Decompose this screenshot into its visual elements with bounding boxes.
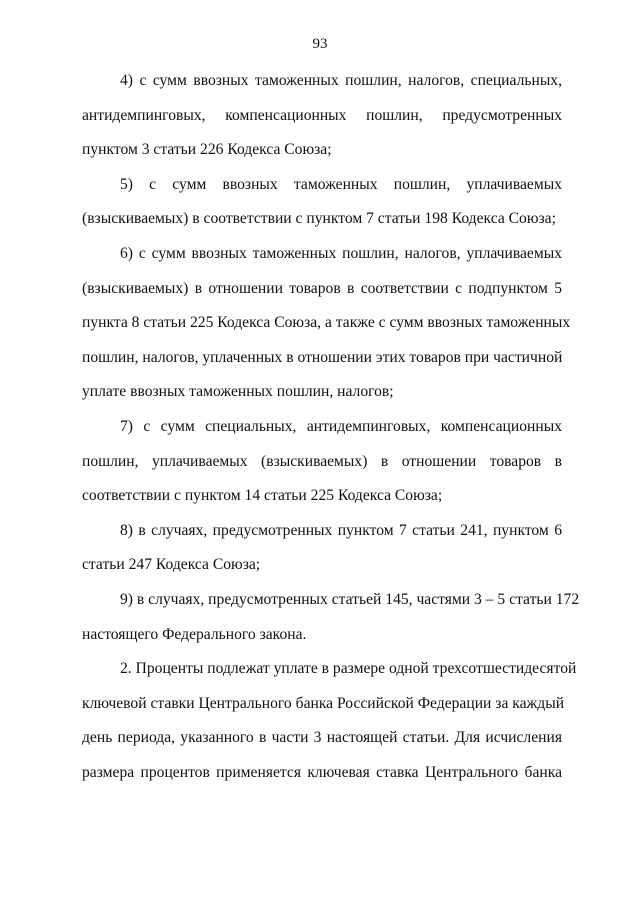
text-line: уплате ввозных таможенных пошлин, налогов; <box>82 383 394 401</box>
text-line: 2. Проценты подлежат уплате в размере одной трехсотшестидесятой <box>120 660 577 678</box>
list-item-4 <box>82 64 562 168</box>
text-line: 9) в случаях, предусмотренных статьей 145, частями 3 – 5 статьи 172 <box>120 590 580 608</box>
page-number: 93 <box>312 36 328 52</box>
text-line: пошлин, уплачиваемых (взыскиваемых) в отношении товаров в <box>82 452 562 470</box>
document-body <box>82 64 580 790</box>
text-line: 7) с сумм специальных, антидемпинговых, компенсационных <box>120 417 562 435</box>
text-line: (взыскиваемых) в соответствии с пунктом 7 статьи 198 Кодекса Союза; <box>82 210 556 228</box>
list-item-6 <box>82 237 571 410</box>
text-line: 6) с сумм ввозных таможенных пошлин, налогов, уплачиваемых <box>120 244 562 262</box>
text-line: пункта 8 статьи 225 Кодекса Союза, а также с сумм ввозных таможенных <box>82 314 571 332</box>
text-line: размера процентов применяется ключевая ставка Центрального банка <box>82 763 562 781</box>
text-line: 8) в случаях, предусмотренных пунктом 7 статьи 241, пунктом 6 <box>120 521 562 539</box>
section-2-paragraph <box>82 652 577 790</box>
text-line: 4) с сумм ввозных таможенных пошлин, налогов, специальных, <box>120 72 562 89</box>
text-line: антидемпинговых, компенсационных пошлин, предусмотренных <box>82 106 562 124</box>
list-item-8 <box>82 514 562 583</box>
text-line: пошлин, налогов, уплаченных в отношении этих товаров при частичной <box>82 348 563 366</box>
text-line: пунктом 3 статьи 226 Кодекса Союза; <box>82 141 332 159</box>
text-line: соответствии с пунктом 14 статьи 225 Кодекса Союза; <box>82 487 443 505</box>
text-line: 5) с сумм ввозных таможенных пошлин, уплачиваемых <box>120 175 562 193</box>
text-line: настоящего Федерального закона. <box>82 625 307 643</box>
text-line: ключевой ставки Центрального банка Российской Федерации за каждый <box>82 694 565 712</box>
list-item-9 <box>82 583 580 652</box>
list-item-7 <box>82 410 562 514</box>
text-line: статьи 247 Кодекса Союза; <box>82 556 261 574</box>
list-item-5 <box>82 168 562 237</box>
text-line: (взыскиваемых) в отношении товаров в соответствии с подпунктом 5 <box>82 279 562 297</box>
text-line: день периода, указанного в части 3 настоящей статьи. Для исчисления <box>82 729 562 747</box>
